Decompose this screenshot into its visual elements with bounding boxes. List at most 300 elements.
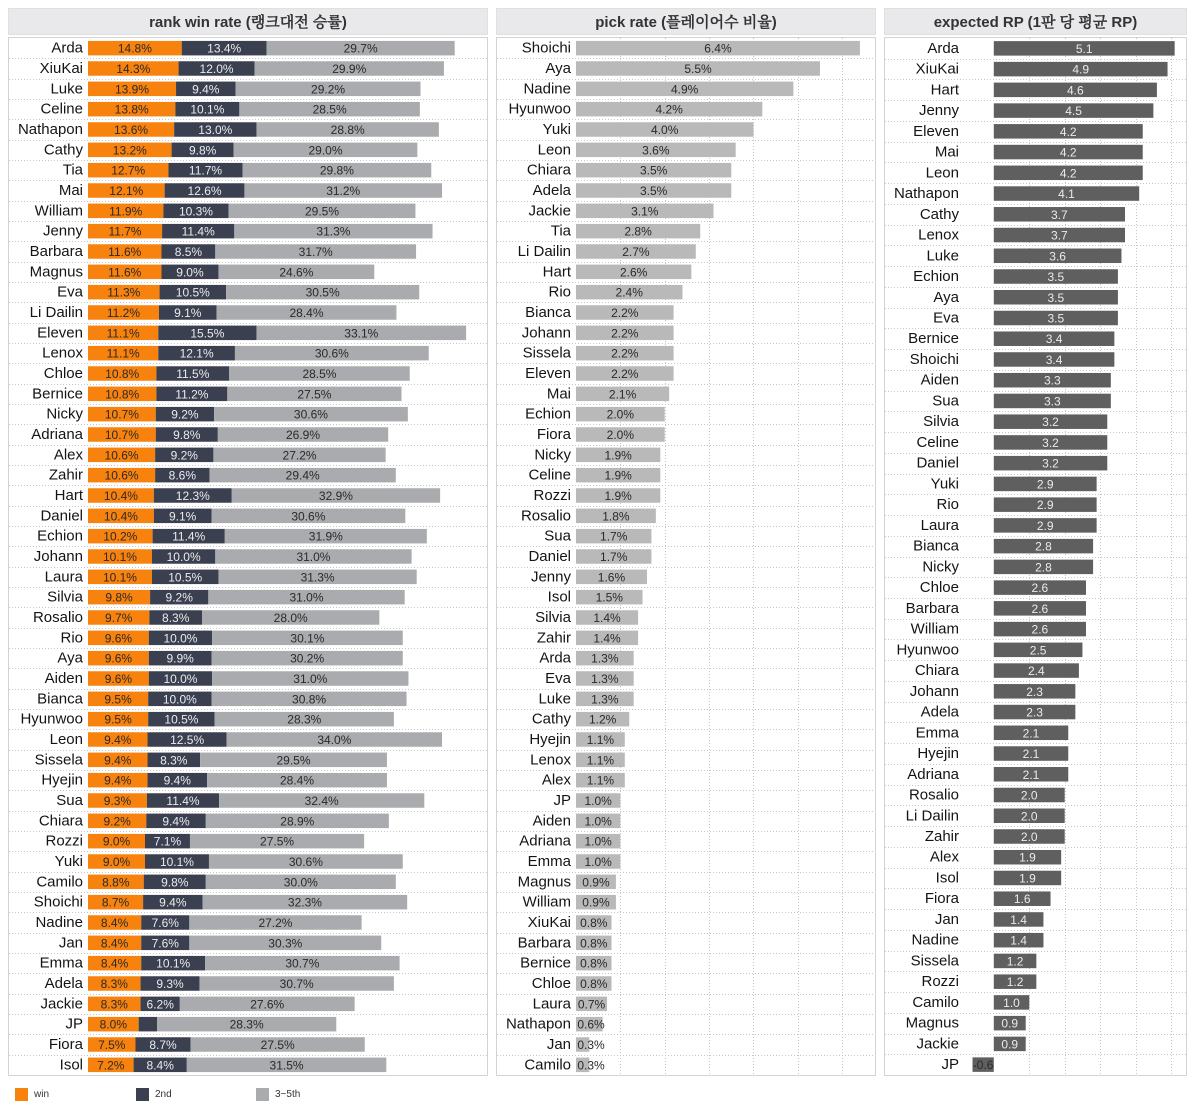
category-label: Laura [44,568,83,586]
data-label: 30.6% [288,855,323,869]
category-label: Jan [58,934,83,952]
category-label: Bernice [32,385,83,403]
category-label: Celine [528,466,571,484]
data-label: 12.5% [170,733,205,747]
data-label: 2.1 [1022,767,1040,782]
category-label: Bianca [913,537,959,555]
data-label: 2.0% [606,428,635,442]
data-label: 27.6% [250,997,285,1012]
category-label: Tia [550,222,571,240]
data-label: 2.0 [1020,829,1038,844]
data-label: 1.0 [1003,995,1020,1010]
data-label: 4.2 [1059,145,1077,160]
category-label: Daniel [916,454,959,472]
category-label: Aya [933,288,959,306]
data-label: 2.7% [622,245,650,259]
category-label: JP [553,792,571,809]
data-label: 1.2% [588,712,617,727]
category-label: Laura [532,995,571,1013]
category-label: Fiora [924,890,959,908]
data-label: 28.0% [273,611,308,625]
data-label: 4.2 [1059,124,1077,139]
data-label: 9.9% [166,651,194,666]
data-label: 29.0% [308,143,343,158]
data-label: 32.3% [287,895,322,910]
category-label: Silvia [923,413,959,431]
data-label: 0.9 [1001,1016,1019,1031]
data-label: 7.5% [98,1038,126,1052]
data-label: 9.5% [104,712,132,727]
data-label: 13.9% [115,82,150,97]
category-label: Aiden [532,812,571,830]
category-label: XiuKai [527,914,571,931]
data-label: 10.0% [166,550,201,564]
data-label: 9.4% [163,773,191,788]
data-label: 13.0% [198,123,233,137]
category-label: Rio [936,496,959,514]
category-label: Celine [40,100,83,118]
data-label: 6.4% [704,41,732,56]
data-label: 27.2% [258,916,293,930]
data-label: 10.0% [162,692,197,707]
category-label: Luke [538,690,571,708]
category-label: Echion [913,268,959,286]
category-label: Arda [51,39,83,57]
data-label: 1.1% [586,733,615,747]
data-label: 8.4% [100,916,129,930]
data-label: 13.2% [112,143,147,158]
data-label: 31.0% [296,550,331,564]
legend-item-2nd [136,1087,172,1101]
data-label: 10.5% [168,570,203,585]
category-label: JP [65,1015,83,1033]
data-label: 9.3% [156,977,184,991]
category-label: Mai [934,143,959,161]
category-label: Hyunwoo [896,641,959,659]
data-label: 12.1% [179,346,214,361]
data-label: 10.5% [175,285,210,300]
data-label: 10.0% [163,631,198,646]
data-label: 9.2% [171,407,199,422]
category-label: Mai [546,385,571,403]
category-label: Hyunwoo [508,100,571,118]
data-label: 10.1% [102,570,137,585]
category-label: Nathapon [17,121,83,138]
data-label: 10.6% [104,468,139,483]
data-label: 10.6% [104,448,139,463]
data-label: 9.0% [102,834,131,849]
category-label: Johann [909,682,959,700]
data-label: 0.3% [577,1058,605,1073]
data-label: 6.2% [146,997,174,1012]
category-label: Nathapon [893,185,959,203]
data-label: 8.3% [160,753,188,768]
data-label: 30.2% [290,651,325,666]
category-label: Rosalio [32,609,83,626]
data-label: 1.4 [1010,912,1027,927]
category-label: Alex [929,848,959,866]
data-label: 9.8% [161,875,189,890]
category-label: Li Dailin [905,807,959,825]
category-label: Jackie [916,1035,959,1053]
data-label: 31.0% [289,590,324,605]
data-label: 26.9% [286,428,321,442]
category-label: Camilo [524,1056,571,1074]
category-label: Emma [39,954,83,972]
category-label: Fiora [536,426,571,443]
category-label: JP [941,1056,959,1074]
data-label: 29.5% [305,204,340,219]
category-label: Bernice [520,954,571,972]
category-label: Alex [541,771,571,789]
data-label: 3.5 [1047,270,1065,285]
category-label: Aya [57,649,83,667]
category-label: Zahir [924,827,959,845]
category-label: Zahir [536,629,571,647]
data-label: 2.3 [1026,705,1043,720]
data-label: 2.4% [615,285,643,300]
data-label: 11.5% [176,367,210,381]
category-label: Li Dailin [29,304,83,321]
category-label: Emma [915,724,959,742]
data-label: 9.4% [159,895,187,910]
data-label: 2.6 [1031,581,1049,596]
data-label: 31.2% [326,184,361,198]
data-label: 30.6% [291,509,326,524]
data-label: 8.8% [102,875,130,890]
category-label: Isol [935,869,959,887]
data-label: 1.7% [600,529,628,544]
data-label: 11.4% [172,529,206,544]
data-label: 1.0% [584,855,612,869]
data-label: 30.7% [279,977,314,991]
category-label: Sissela [34,751,83,769]
data-label: 3.2 [1042,435,1059,450]
category-label: Rozzi [533,487,571,504]
data-label: 1.0% [584,794,612,808]
data-label: 9.2% [165,590,193,605]
data-label: 9.1% [169,509,197,524]
category-label: Silvia [535,609,571,626]
data-label: 10.0% [163,672,198,686]
data-label: 15.5% [190,326,225,341]
category-label: Echion [525,405,571,423]
category-label: Isol [59,1056,83,1074]
data-label: 30.6% [293,407,328,422]
category-label: Laura [920,516,959,534]
panel-title-pick-rate: pick rate (플레이어수 비율) [496,8,876,35]
category-label: Jenny [918,102,959,120]
category-label: Bianca [525,304,571,321]
category-label: Barbara [29,243,83,260]
data-label: 10.1% [156,956,191,971]
data-label: 2.2% [611,306,639,320]
data-label: 2.9 [1036,498,1054,513]
data-label: 9.7% [105,611,133,625]
legend-label: 2nd [155,1088,172,1100]
data-label: 3.3 [1043,394,1061,409]
data-label: 31.3% [316,224,351,239]
category-label: Nadine [35,914,83,931]
data-label: 9.3% [103,794,132,808]
data-label: 4.2% [655,102,683,117]
data-label: 2.9 [1036,518,1054,533]
data-label: 10.5% [164,712,199,727]
category-label: Rosalio [908,786,959,804]
category-label: Daniel [528,548,571,565]
category-label: Leon [49,731,83,748]
data-label: 3.5 [1047,290,1065,305]
data-label: 14.3% [116,62,151,76]
category-label: Jan [934,910,959,928]
category-label: Fiora [48,1036,83,1053]
category-label: Aya [545,60,571,77]
data-label: 1.0% [584,814,612,829]
data-label: 31.3% [300,570,335,585]
data-label: 29.8% [319,163,354,178]
data-label: 11.2% [175,387,209,402]
data-label: 30.0% [283,875,318,890]
category-label: Leon [925,164,959,182]
category-label: Nathapon [505,1015,571,1033]
data-label: 30.3% [268,936,303,951]
data-label: 7.6% [151,936,179,951]
legend-swatch-3-5th [256,1088,269,1101]
category-label: William [910,620,959,638]
data-label: 9.4% [104,733,132,747]
data-label: 13.8% [114,102,149,117]
data-label: 30.7% [285,956,320,971]
data-label: 27.5% [297,387,332,402]
category-label: Rozzi [45,832,83,850]
data-label: 3.7 [1051,207,1068,222]
data-label: 10.1% [190,102,225,117]
data-label: 2.0% [606,407,635,422]
data-label: 32.4% [304,794,339,808]
data-label: 10.1% [102,550,137,564]
category-label: Barbara [517,934,571,952]
category-label: Leon [537,141,571,159]
data-label: 8.0% [99,1017,128,1032]
legend-item-win [15,1087,49,1101]
category-label: Arda [539,649,571,667]
category-label: Eleven [913,122,959,140]
category-label: Alex [53,446,83,464]
data-label: 10.2% [103,529,138,544]
data-label: 11.6% [108,245,142,259]
data-label: 2.1 [1022,747,1040,762]
category-label: Camilo [36,873,83,891]
legend-label: win [34,1088,50,1100]
category-label: Yuki [930,475,959,493]
data-label: 0.6% [577,1017,605,1032]
data-label: 30.5% [305,285,340,300]
category-label: Adriana [519,832,571,850]
category-label: Yuki [54,853,83,870]
data-label: 30.8% [292,692,327,707]
data-label: 1.4% [593,611,621,625]
category-label: Rio [548,283,571,301]
data-label: 1.4% [593,631,621,646]
data-label: 9.4% [162,814,190,829]
data-label: 2.3 [1026,684,1043,699]
data-label: 29.4% [285,468,320,483]
category-label: Lenox [530,751,571,769]
data-label: 24.6% [279,265,314,280]
data-label: 4.2 [1059,166,1077,181]
category-label: Shoichi [521,39,571,57]
data-label: 8.3% [100,977,128,991]
category-label: Shoichi [909,350,959,368]
category-label: Lenox [918,226,959,244]
category-label: XiuKai [39,60,83,77]
category-label: Cathy [43,141,83,159]
data-label: 4.9 [1072,62,1090,77]
data-label: 27.5% [260,1038,295,1052]
data-label: 2.0 [1020,809,1038,824]
category-label: Nadine [911,931,959,949]
data-label: 9.6% [104,651,133,666]
data-label: 3.4 [1045,332,1063,347]
category-label: Aiden [44,670,83,687]
category-label: Jenny [530,568,571,586]
legend-swatch-2nd [136,1088,149,1101]
category-label: Zahir [48,466,83,484]
rank-win-rate-chart [8,37,488,1076]
data-label: 9.6% [104,672,133,686]
category-label: Daniel [40,507,83,525]
data-label: 10.4% [103,489,138,503]
data-label: 1.1% [586,753,615,768]
data-label: 28.3% [229,1017,264,1032]
category-label: Luke [50,80,83,98]
category-label: Sua [544,527,571,545]
category-label: Adela [532,182,571,199]
data-label: 11.1% [106,326,140,341]
data-label: 3.2 [1042,415,1059,430]
data-label: 8.3% [100,997,128,1012]
expected-rp-chart [884,37,1187,1076]
data-label: 9.2% [103,814,131,829]
category-label: Aiden [920,371,959,389]
category-label: Rio [60,629,83,647]
category-label: Camilo [912,993,959,1011]
data-label: 12.0% [199,62,234,76]
data-label: 8.6% [168,468,197,483]
data-label: 5.1 [1075,41,1093,56]
data-label: 3.2 [1042,456,1059,471]
category-label: Sua [932,392,959,410]
data-label: 0.8% [580,956,608,971]
category-label: Barbara [905,599,959,617]
data-label: 10.7% [104,407,139,422]
data-label: 28.5% [312,102,347,117]
data-label: 3.7 [1051,228,1068,243]
data-label: 4.1 [1058,187,1075,202]
data-label: 2.9 [1036,477,1054,492]
category-label: Emma [527,853,571,870]
category-label: Nicky [922,558,959,576]
data-label: 9.0% [176,265,204,280]
data-label: 28.4% [279,773,315,788]
data-label: 3.3 [1043,373,1061,388]
category-label: Lenox [42,344,83,362]
category-label: Chiara [526,161,571,179]
category-label: Silvia [47,588,83,606]
category-label: Chloe [919,579,959,597]
category-label: Cathy [531,710,571,728]
data-label: 2.2% [611,367,639,381]
category-label: Luke [926,247,959,265]
data-label: 0.9% [582,875,610,890]
data-label: 28.9% [280,814,315,829]
bar-2nd [139,1017,157,1032]
legend-item-3-5th [256,1087,300,1101]
data-label: 1.9% [604,448,632,463]
category-label: Magnus [905,1014,959,1032]
data-label: 4.5 [1065,104,1082,119]
data-label: 34.0% [317,733,352,747]
category-label: Jenny [42,222,83,240]
data-label: 13.4% [207,41,242,56]
data-label: 1.8% [602,509,630,524]
data-label: 1.9% [604,489,632,503]
data-label: 8.3% [162,611,190,625]
category-label: Li Dailin [517,243,571,260]
category-label: Arda [927,39,959,57]
category-label: Rozzi [921,973,959,991]
data-label: 27.2% [282,448,317,463]
data-label: 29.5% [276,753,311,768]
category-label: Eva [545,670,571,687]
data-label: 7.6% [151,916,179,930]
category-label: Yuki [542,121,571,138]
data-label: 31.7% [298,245,333,259]
data-label: 1.7% [600,550,628,564]
data-label: 11.6% [108,265,142,280]
data-label: 9.4% [104,753,132,768]
data-label: 4.6 [1067,83,1084,98]
category-label: Eva [57,283,83,301]
data-label: 2.4 [1028,664,1045,679]
category-label: Chloe [43,365,83,382]
data-label: 1.0% [584,834,612,849]
data-label: 29.9% [332,62,367,76]
data-label: 2.2% [611,346,639,361]
data-label: 2.6 [1031,622,1049,637]
data-label: 1.1% [586,773,615,788]
category-label: Adela [920,703,959,721]
legend-label: 3~5th [275,1088,301,1100]
data-label: 3.5% [639,163,668,178]
category-label: Cathy [919,205,959,223]
data-label: 10.8% [105,387,140,402]
category-label: Eleven [37,324,83,342]
legend-swatch-win [15,1088,28,1101]
data-label: 9.8% [188,143,217,158]
data-label: 7.1% [153,834,182,849]
data-label: 3.4 [1045,352,1063,367]
data-label: 0.8% [580,936,608,951]
data-label: 7.2% [97,1058,125,1073]
data-label: 10.3% [178,204,213,219]
data-label: 30.1% [290,631,325,646]
category-label: Hart [542,263,571,281]
data-label: 8.4% [100,936,129,951]
data-label: 1.3% [591,672,619,686]
data-label: 28.8% [330,123,365,137]
category-label: Hyejin [917,745,959,763]
